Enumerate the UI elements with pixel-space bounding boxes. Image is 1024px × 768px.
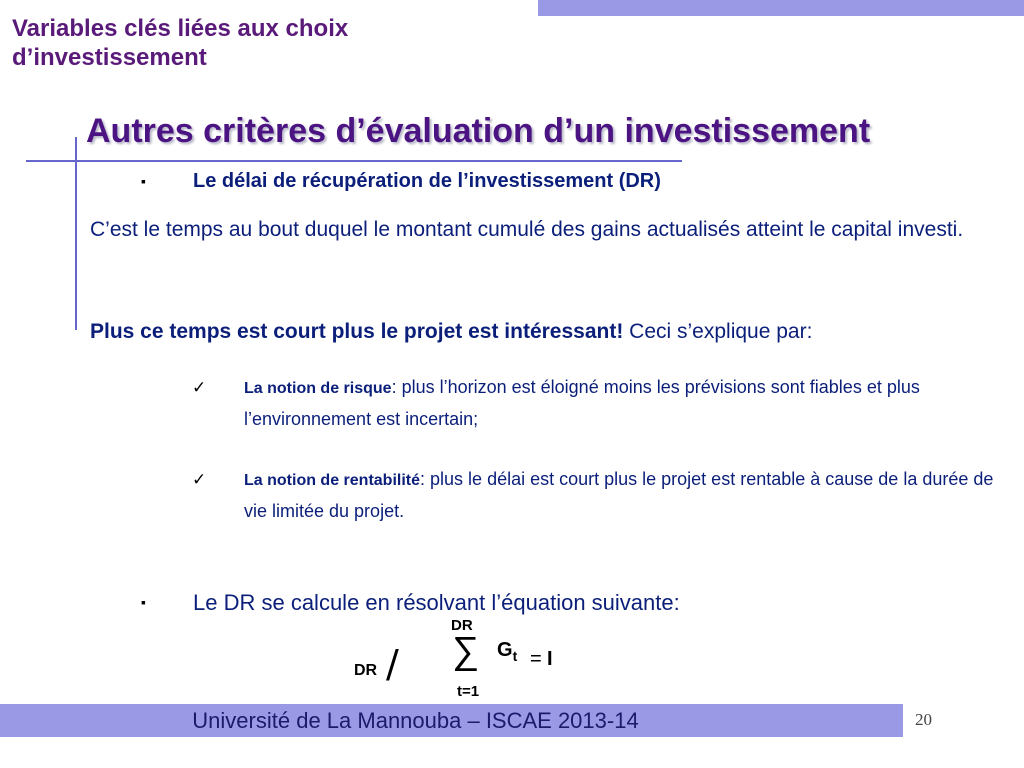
horizontal-rule [26, 160, 682, 162]
sum-lower-limit: t=1 [457, 683, 480, 700]
header-title-line1: Variables clés liées aux choix [12, 15, 349, 42]
top-accent-bar [538, 0, 1024, 16]
bullet-dr-text: Le délai de récupération de l’investissement (DR) [193, 170, 661, 192]
slash-symbol: / [386, 642, 399, 686]
explanation-bold: Plus ce temps est court plus le projet est intéressant! [90, 320, 624, 343]
gain-term [497, 639, 517, 664]
footer-bar [0, 704, 903, 737]
page-number: 20 [915, 710, 932, 729]
checkmark-icon: ✓ [192, 470, 207, 489]
explanation-rest: Ceci s’explique par: [623, 320, 813, 343]
check-sep-risk: : [391, 377, 402, 397]
check-term-risk: La notion de risque [244, 380, 392, 397]
gain-symbol: G [497, 639, 513, 661]
slide-title: Autres critères d’évaluation d’un investissement [86, 112, 871, 150]
checkmark-icon: ✓ [192, 378, 207, 397]
explanation-paragraph [90, 320, 1010, 344]
square-bullet-icon: ▪ [141, 594, 146, 610]
check-item-rentabilite [192, 464, 1012, 527]
check-term-rentabilite: La notion de rentabilité [244, 472, 421, 489]
check-text-risk: plus l’horizon est éloigné moins les prévisions sont fiables et plus l’environnement est incertain; [244, 377, 920, 429]
header-title [12, 14, 482, 72]
sigma-icon: ∑ [452, 630, 480, 672]
square-bullet-icon: ▪ [141, 173, 146, 189]
check-item-risk [192, 372, 1012, 435]
equals-sign: = [530, 648, 542, 670]
bullet-equation-text: Le DR se calcule en résolvant l’équation suivante: [193, 590, 680, 615]
gain-subscript: t [512, 648, 518, 664]
sum-upper-limit: DR [451, 617, 473, 634]
definition-paragraph: C’est le temps au bout duquel le montant cumulé des gains actualisés atteint le capital investi. [90, 218, 964, 241]
vertical-rule [75, 137, 77, 330]
check-text-rentabilite: plus le délai est court plus le projet est rentable à cause de la durée de vie limitée du projet. [244, 469, 994, 521]
investment-symbol: I [547, 648, 553, 670]
check-sep-rentabilite: : [420, 469, 431, 489]
footer-text: Université de La Mannouba – ISCAE 2013-14 [192, 708, 639, 733]
dr-label: DR [354, 662, 378, 679]
header-title-line2: d’investissement [12, 44, 207, 71]
